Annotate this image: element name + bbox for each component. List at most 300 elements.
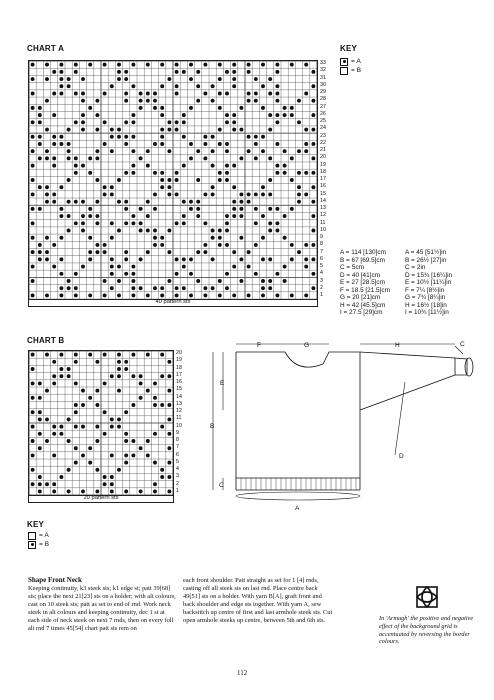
stitch-dot xyxy=(52,92,56,96)
stitch-dot xyxy=(153,99,157,103)
stitch-dot xyxy=(67,200,71,204)
stitch-dot xyxy=(124,99,128,103)
stitch-dot xyxy=(74,353,78,357)
row-number: 21 xyxy=(320,147,326,153)
row-number: 24 xyxy=(320,125,326,132)
stitch-dot xyxy=(31,381,35,385)
stitch-dot xyxy=(239,106,243,110)
stitch-dot xyxy=(38,432,42,436)
stitch-dot xyxy=(124,171,128,175)
stitch-dot xyxy=(131,374,135,378)
stitch-dot xyxy=(268,207,272,211)
stitch-dot xyxy=(247,99,251,103)
stitch-dot xyxy=(95,389,99,393)
stitch-dot xyxy=(239,156,243,160)
stitch-dot xyxy=(189,200,193,204)
stitch-dot xyxy=(311,243,315,247)
stitch-dot xyxy=(203,286,207,290)
stitch-dot xyxy=(124,367,128,371)
stitch-dot xyxy=(110,185,114,189)
stitch-dot xyxy=(153,381,157,385)
stitch-dot xyxy=(110,475,114,479)
stitch-dot xyxy=(103,192,107,196)
stitch-dot xyxy=(261,84,265,88)
stitch-dot xyxy=(59,432,63,436)
stitch-dot xyxy=(261,293,265,297)
measurement-line: A = 114 [130]cm xyxy=(340,249,386,256)
stitch-dot xyxy=(304,128,308,132)
stitch-dot xyxy=(225,120,229,124)
stitch-dot xyxy=(124,272,128,276)
stitch-dot xyxy=(153,142,157,146)
stitch-dot xyxy=(38,475,42,479)
stitch-dot xyxy=(88,236,92,240)
stitch-dot xyxy=(81,489,85,493)
stitch-dot xyxy=(67,128,71,132)
row-number: 20 xyxy=(320,154,326,161)
stitch-dot xyxy=(203,135,207,139)
stitch-dot xyxy=(110,272,114,276)
stitch-dot xyxy=(38,243,42,247)
stitch-dot xyxy=(103,482,107,486)
stitch-dot xyxy=(117,367,121,371)
stitch-dot xyxy=(167,279,171,283)
stitch-dot xyxy=(153,192,157,196)
stitch-dot xyxy=(38,446,42,450)
stitch-dot xyxy=(232,164,236,168)
stitch-dot xyxy=(247,250,251,254)
stitch-dot xyxy=(74,164,78,168)
stitch-dot xyxy=(45,293,49,297)
stitch-dot xyxy=(124,92,128,96)
label-c-left: C xyxy=(219,482,224,489)
measurement-line: A = 45 [51½]in xyxy=(405,249,447,256)
stitch-dot xyxy=(261,149,265,153)
stitch-dot xyxy=(110,453,114,457)
stitch-dot xyxy=(67,229,71,233)
stitch-dot xyxy=(45,192,49,196)
stitch-dot xyxy=(203,63,207,67)
stitch-dot xyxy=(203,192,207,196)
stitch-dot xyxy=(52,156,56,160)
stitch-dot xyxy=(110,417,114,421)
stitch-dot xyxy=(160,135,164,139)
stitch-dot xyxy=(175,272,179,276)
key-b-label-a: = A xyxy=(39,532,49,539)
stitch-dot xyxy=(311,257,315,261)
stitch-dot xyxy=(218,229,222,233)
row-number: 22 xyxy=(320,139,326,146)
stitch-dot xyxy=(59,207,63,211)
stitch-dot xyxy=(160,403,164,407)
stitch-dot xyxy=(74,461,78,465)
stitch-dot xyxy=(95,403,99,407)
stitch-dot xyxy=(153,403,157,407)
stitch-dot xyxy=(117,389,121,393)
stitch-dot xyxy=(247,135,251,139)
stitch-dot xyxy=(52,243,56,247)
stitch-dot xyxy=(239,207,243,211)
stitch-dot xyxy=(153,236,157,240)
stitch-dot xyxy=(52,482,56,486)
measurement-line: D = 15¾ [16¼]in xyxy=(405,271,453,279)
stitch-dot xyxy=(131,63,135,67)
stitch-dot xyxy=(59,92,63,96)
row-number: 3 xyxy=(176,473,179,480)
stitch-dot xyxy=(95,360,99,364)
row-number: 20 xyxy=(176,350,182,356)
stitch-dot xyxy=(31,120,35,124)
stitch-dot xyxy=(211,149,215,153)
stitch-dot xyxy=(304,293,308,297)
stitch-dot xyxy=(196,214,200,218)
stitch-dot xyxy=(52,164,56,168)
stitch-dot xyxy=(117,468,121,472)
label-f: F xyxy=(257,342,261,349)
stitch-dot xyxy=(175,128,179,132)
stitch-dot xyxy=(124,360,128,364)
stitch-dot xyxy=(59,135,63,139)
row-number: 19 xyxy=(176,357,182,364)
stitch-dot xyxy=(95,489,99,493)
stitch-dot xyxy=(167,417,171,421)
stitch-dot xyxy=(311,214,315,218)
stitch-dot xyxy=(117,70,121,74)
stitch-dot xyxy=(196,200,200,204)
stitch-dot xyxy=(146,250,150,254)
stitch-dot xyxy=(182,164,186,168)
stitch-dot xyxy=(254,272,258,276)
stitch-dot xyxy=(52,200,56,204)
stitch-dot xyxy=(254,192,258,196)
stitch-dot xyxy=(59,475,63,479)
stitch-dot xyxy=(31,135,35,139)
stitch-dot xyxy=(131,403,135,407)
stitch-dot xyxy=(146,229,150,233)
stitch-dot xyxy=(247,149,251,153)
stitch-dot xyxy=(275,70,279,74)
stitch-dot xyxy=(218,128,222,132)
stitch-dot xyxy=(88,63,92,67)
row-number: 18 xyxy=(320,168,326,175)
stitch-dot xyxy=(254,77,258,81)
stitch-dot xyxy=(31,164,35,168)
row-number: 6 xyxy=(176,451,179,458)
stitch-dot xyxy=(167,128,171,132)
row-number: 7 xyxy=(320,248,323,255)
stitch-dot xyxy=(160,468,164,472)
stitch-dot xyxy=(81,389,85,393)
stitch-dot xyxy=(239,192,243,196)
stitch-dot xyxy=(103,432,107,436)
stitch-dot xyxy=(139,489,143,493)
stitch-dot xyxy=(38,207,42,211)
key-a-label-b: = B xyxy=(351,67,362,74)
stitch-dot xyxy=(153,461,157,465)
stitch-dot xyxy=(290,178,294,182)
measurements-imperial xyxy=(405,249,452,317)
stitch-dot xyxy=(304,257,308,261)
stitch-dot xyxy=(146,353,150,357)
stitch-dot xyxy=(31,265,35,269)
stitch-dot xyxy=(95,468,99,472)
stitch-dot xyxy=(218,106,222,110)
stitch-dot xyxy=(167,489,171,493)
stitch-dot xyxy=(203,250,207,254)
stitch-dot xyxy=(254,207,258,211)
stitch-dot xyxy=(110,482,114,486)
stitch-dot xyxy=(232,265,236,269)
stitch-dot xyxy=(59,214,63,218)
chart-b-footer-label: 20 pattern sts xyxy=(83,495,119,501)
stitch-dot xyxy=(131,171,135,175)
stitch-dot xyxy=(88,353,92,357)
stitch-dot xyxy=(153,432,157,436)
stitch-dot xyxy=(268,229,272,233)
stitch-dot xyxy=(139,257,143,261)
stitch-dot xyxy=(59,367,63,371)
stitch-dot xyxy=(167,77,171,81)
sweater-schematic xyxy=(205,340,485,520)
stitch-dot xyxy=(38,410,42,414)
stitch-dot xyxy=(203,243,207,247)
stitch-dot xyxy=(175,192,179,196)
stitch-dot xyxy=(232,214,236,218)
stitch-dot xyxy=(139,207,143,211)
stitch-dot xyxy=(261,257,265,261)
stitch-dot xyxy=(103,475,107,479)
stitch-dot xyxy=(131,279,135,283)
stitch-dot xyxy=(74,63,78,67)
stitch-dot xyxy=(290,243,294,247)
stitch-dot xyxy=(247,70,251,74)
stitch-dot xyxy=(196,99,200,103)
stitch-dot xyxy=(45,156,49,160)
stitch-dot xyxy=(117,128,121,132)
key-b-item-a xyxy=(28,531,49,540)
stitch-dot xyxy=(95,250,99,254)
stitch-dot xyxy=(139,99,143,103)
measurement-line: C = 2in xyxy=(405,264,426,271)
stitch-dot xyxy=(160,185,164,189)
stitch-dot xyxy=(81,92,85,96)
stitch-dot xyxy=(81,99,85,103)
row-number: 4 xyxy=(176,466,179,472)
stitch-dot xyxy=(167,475,171,479)
stitch-dot xyxy=(59,63,63,67)
cuff-opening xyxy=(465,358,473,376)
stitch-dot xyxy=(31,192,35,196)
stitch-dot xyxy=(203,142,207,146)
stitch-dot xyxy=(81,403,85,407)
stitch-dot xyxy=(74,221,78,225)
stitch-dot xyxy=(211,192,215,196)
stitch-dot xyxy=(239,128,243,132)
stitch-dot xyxy=(103,250,107,254)
dim-d xyxy=(395,382,405,455)
stitch-dot xyxy=(38,156,42,160)
stitch-dot xyxy=(88,461,92,465)
stitch-dot xyxy=(103,185,107,189)
stitch-dot xyxy=(247,200,251,204)
stitch-dot xyxy=(31,293,35,297)
stitch-dot xyxy=(139,229,143,233)
stitch-dot xyxy=(31,410,35,414)
row-number: 16 xyxy=(320,183,326,190)
stitch-dot xyxy=(189,257,193,261)
stitch-dot xyxy=(311,171,315,175)
stitch-dot xyxy=(59,286,63,290)
stitch-dot xyxy=(304,265,308,269)
stitch-dot xyxy=(196,207,200,211)
stitch-dot xyxy=(59,77,63,81)
stitch-dot xyxy=(81,128,85,132)
stitch-dot xyxy=(31,236,35,240)
row-number: 13 xyxy=(176,400,182,407)
stitch-dot xyxy=(124,200,128,204)
stitch-dot xyxy=(261,236,265,240)
stitch-dot xyxy=(153,92,157,96)
stitch-dot xyxy=(110,265,114,269)
stitch-dot xyxy=(59,353,63,357)
stitch-dot xyxy=(153,229,157,233)
stitch-dot xyxy=(232,120,236,124)
stitch-dot xyxy=(218,243,222,247)
stitch-dot xyxy=(182,286,186,290)
stitch-dot xyxy=(167,229,171,233)
stitch-dot xyxy=(311,272,315,276)
stitch-dot xyxy=(67,468,71,472)
stitch-dot xyxy=(182,200,186,204)
stitch-dot xyxy=(31,468,35,472)
row-number: 10 xyxy=(320,226,326,233)
stitch-dot xyxy=(232,113,236,117)
stitch-dot xyxy=(117,135,121,139)
stitch-dot xyxy=(167,446,171,450)
row-number: 15 xyxy=(320,190,326,197)
stitch-dot xyxy=(167,403,171,407)
stitch-dot xyxy=(146,200,150,204)
stitch-dot xyxy=(52,142,56,146)
stitch-dot xyxy=(182,257,186,261)
measurement-line: B = 26½ [27]in xyxy=(405,256,447,264)
stitch-dot xyxy=(59,425,63,429)
stitch-dot xyxy=(304,142,308,146)
stitch-dot xyxy=(268,77,272,81)
stitch-dot xyxy=(45,417,49,421)
stitch-dot xyxy=(283,113,287,117)
stitch-dot xyxy=(160,475,164,479)
stitch-dot xyxy=(189,207,193,211)
row-number: 7 xyxy=(176,444,179,451)
stitch-dot xyxy=(67,417,71,421)
row-number: 19 xyxy=(320,161,326,168)
stitch-dot xyxy=(290,63,294,67)
stitch-dot xyxy=(74,425,78,429)
stitch-dot xyxy=(74,286,78,290)
stitch-dot xyxy=(139,221,143,225)
row-number: 15 xyxy=(176,386,182,393)
stitch-dot xyxy=(74,156,78,160)
stitch-dot xyxy=(117,293,121,297)
row-number: 5 xyxy=(320,263,323,269)
stitch-dot xyxy=(297,250,301,254)
stitch-dot xyxy=(160,171,164,175)
stitch-dot xyxy=(74,272,78,276)
stitch-dot xyxy=(117,374,121,378)
stitch-dot xyxy=(196,149,200,153)
stitch-dot xyxy=(225,272,229,276)
row-number: 27 xyxy=(320,103,326,110)
stitch-dot xyxy=(268,113,272,117)
row-number: 8 xyxy=(176,437,179,443)
stitch-dot xyxy=(31,63,35,67)
stitch-dot xyxy=(232,200,236,204)
stitch-dot xyxy=(95,439,99,443)
stitch-dot xyxy=(167,185,171,189)
stitch-dot xyxy=(59,142,63,146)
stitch-dot xyxy=(275,99,279,103)
stitch-dot xyxy=(218,279,222,283)
key-a-item-b xyxy=(340,66,361,75)
stitch-dot xyxy=(52,432,56,436)
stitch-dot xyxy=(124,135,128,139)
chart-b-title: CHART B xyxy=(27,336,65,345)
stitch-dot xyxy=(283,236,287,240)
stitch-dot xyxy=(283,279,287,283)
stitch-dot xyxy=(196,279,200,283)
stitch-dot xyxy=(45,200,49,204)
stitch-dot xyxy=(261,135,265,139)
stitch-dot xyxy=(167,178,171,182)
stitch-dot xyxy=(160,236,164,240)
stitch-dot xyxy=(45,389,49,393)
stitch-dot xyxy=(304,243,308,247)
stitch-dot xyxy=(261,192,265,196)
stitch-dot xyxy=(218,236,222,240)
stitch-dot xyxy=(167,374,171,378)
stitch-dot xyxy=(146,63,150,67)
stitch-dot xyxy=(311,99,315,103)
stitch-dot xyxy=(59,293,63,297)
key-a xyxy=(340,57,361,75)
stitch-dot xyxy=(131,84,135,88)
row-number: 6 xyxy=(320,255,323,262)
stitch-dot xyxy=(88,214,92,218)
row-number: 28 xyxy=(320,96,326,103)
stitch-dot xyxy=(275,293,279,297)
dim-a-ellipse xyxy=(236,492,360,500)
stitch-dot xyxy=(268,221,272,225)
stitch-dot xyxy=(203,92,207,96)
stitch-dot xyxy=(239,214,243,218)
stitch-dot xyxy=(232,84,236,88)
stitch-dot xyxy=(232,293,236,297)
stitch-dot xyxy=(31,367,35,371)
stitch-dot xyxy=(167,120,171,124)
stitch-dot xyxy=(45,149,49,153)
stitch-dot xyxy=(225,229,229,233)
stitch-dot xyxy=(38,135,42,139)
stitch-dot xyxy=(275,92,279,96)
stitch-dot xyxy=(38,396,42,400)
stitch-dot xyxy=(95,178,99,182)
stitch-dot xyxy=(297,171,301,175)
stitch-dot xyxy=(131,265,135,269)
stitch-dot xyxy=(45,185,49,189)
row-number: 26 xyxy=(320,110,326,117)
key-a-title: KEY xyxy=(340,44,358,53)
